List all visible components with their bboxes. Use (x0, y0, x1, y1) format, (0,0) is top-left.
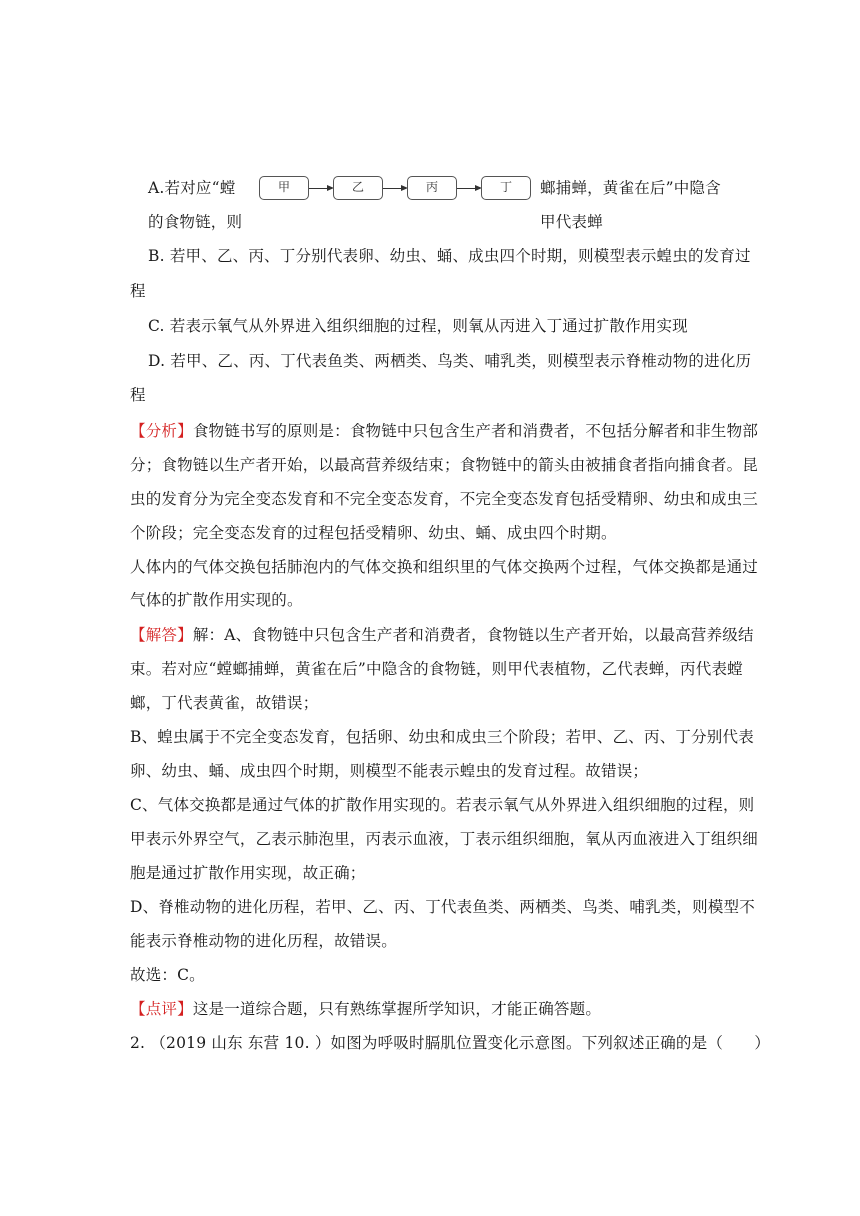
analysis-line6: 气体的扩散作用实现的。 (130, 591, 303, 609)
diagram-box-yi: 乙 (333, 176, 383, 200)
solution-line7: 甲表示外界空气，乙表示肺泡里，丙表示血液，丁表示组织细胞，氧从丙血液进入丁组织细 (130, 830, 759, 848)
solution-line1 (130, 625, 754, 645)
analysis-text: 食物链书写的原则是：食物链中只包含生产者和消费者，不包括分解者和非生物部 (192, 422, 759, 440)
solution-line5: 卵、幼虫、蛹、成虫四个时期，则模型不能表示蝗虫的发育过程。故错误； (130, 762, 649, 780)
arrow-icon (383, 188, 406, 189)
solution-text: 解：A、食物链中只包含生产者和消费者，食物链以生产者开始，以最高营养级结 (192, 626, 754, 644)
analysis-tag: 【分析】 (130, 422, 193, 440)
option-a-line1-left: A.若对应“螳 (148, 179, 236, 197)
analysis-line5: 人体内的气体交换包括肺泡内的气体交换和组织里的气体交换两个过程，气体交换都是通过 (130, 558, 759, 576)
diagram-box-jia: 甲 (259, 176, 309, 200)
option-a-line1-right: 螂捕蝉，黄雀在后”中隐含 (540, 179, 721, 197)
solution-line2: 束。若对应“螳螂捕蝉，黄雀在后”中隐含的食物链，则甲代表植物，乙代表蝉，丙代表螳 (130, 660, 743, 678)
diagram-box-ding: 丁 (481, 176, 531, 200)
analysis-line4: 个阶段；完全变态发育的过程包括受精卵、幼虫、蛹、成虫四个时期。 (130, 524, 617, 542)
solution-line4: B、蝗虫属于不完全变态发育，包括卵、幼虫和成虫三个阶段；若甲、乙、丙、丁分别代表 (130, 728, 754, 746)
analysis-line3: 虫的发育分为完全变态发育和不完全变态发育，不完全变态发育包括受精卵、幼虫和成虫三 (130, 490, 759, 508)
option-d-line1: D. 若甲、乙、丙、丁代表鱼类、两栖类、鸟类、哺乳类，则模型表示脊椎动物的进化历 (148, 352, 752, 370)
analysis-line2: 分；食物链以生产者开始，以最高营养级结束；食物链中的箭头由被捕食者指向捕食者。昆 (130, 456, 759, 474)
solution-tag: 【解答】 (130, 626, 193, 644)
comment-tag: 【点评】 (130, 1000, 193, 1018)
option-a-line2-right: 甲代表蝉 (540, 213, 603, 231)
next-question: 2. （2019 山东 东营 10. ）如图为呼吸时膈肌位置变化示意图。下列叙述正确的是（ ） (130, 1034, 771, 1052)
solution-answer: 故选：C。 (130, 966, 205, 984)
comment-text: 这是一道综合题，只有熟练掌握所学知识，才能正确答题。 (192, 1000, 602, 1018)
option-b-line1: B. 若甲、乙、丙、丁分别代表卵、幼虫、蛹、成虫四个时期，则模型表示蝗虫的发育过 (148, 247, 751, 265)
option-a-line2-left: 的食物链，则 (148, 213, 243, 231)
option-b-line2: 程 (130, 282, 146, 300)
solution-line8: 胞是通过扩散作用实现，故正确； (130, 864, 366, 882)
option-d-line2: 程 (130, 386, 146, 404)
diagram-box-bing: 丙 (407, 176, 457, 200)
solution-line10: 能表示脊椎动物的进化历程，故错误。 (130, 932, 397, 950)
solution-line3: 螂，丁代表黄雀，故错误； (130, 694, 319, 712)
comment-line (130, 999, 601, 1019)
analysis-line1 (130, 421, 758, 441)
arrow-icon (309, 188, 332, 189)
option-c-line1: C. 若表示氧气从外界进入组织细胞的过程，则氧从丙进入丁通过扩散作用实现 (148, 317, 688, 335)
solution-line6: C、气体交换都是通过气体的扩散作用实现的。若表示氧气从外界进入组织细胞的过程，则 (130, 796, 755, 814)
solution-line9: D、脊椎动物的进化历程，若甲、乙、丙、丁代表鱼类、两栖类、鸟类、哺乳类，则模型不 (130, 898, 755, 916)
arrow-icon (457, 188, 480, 189)
